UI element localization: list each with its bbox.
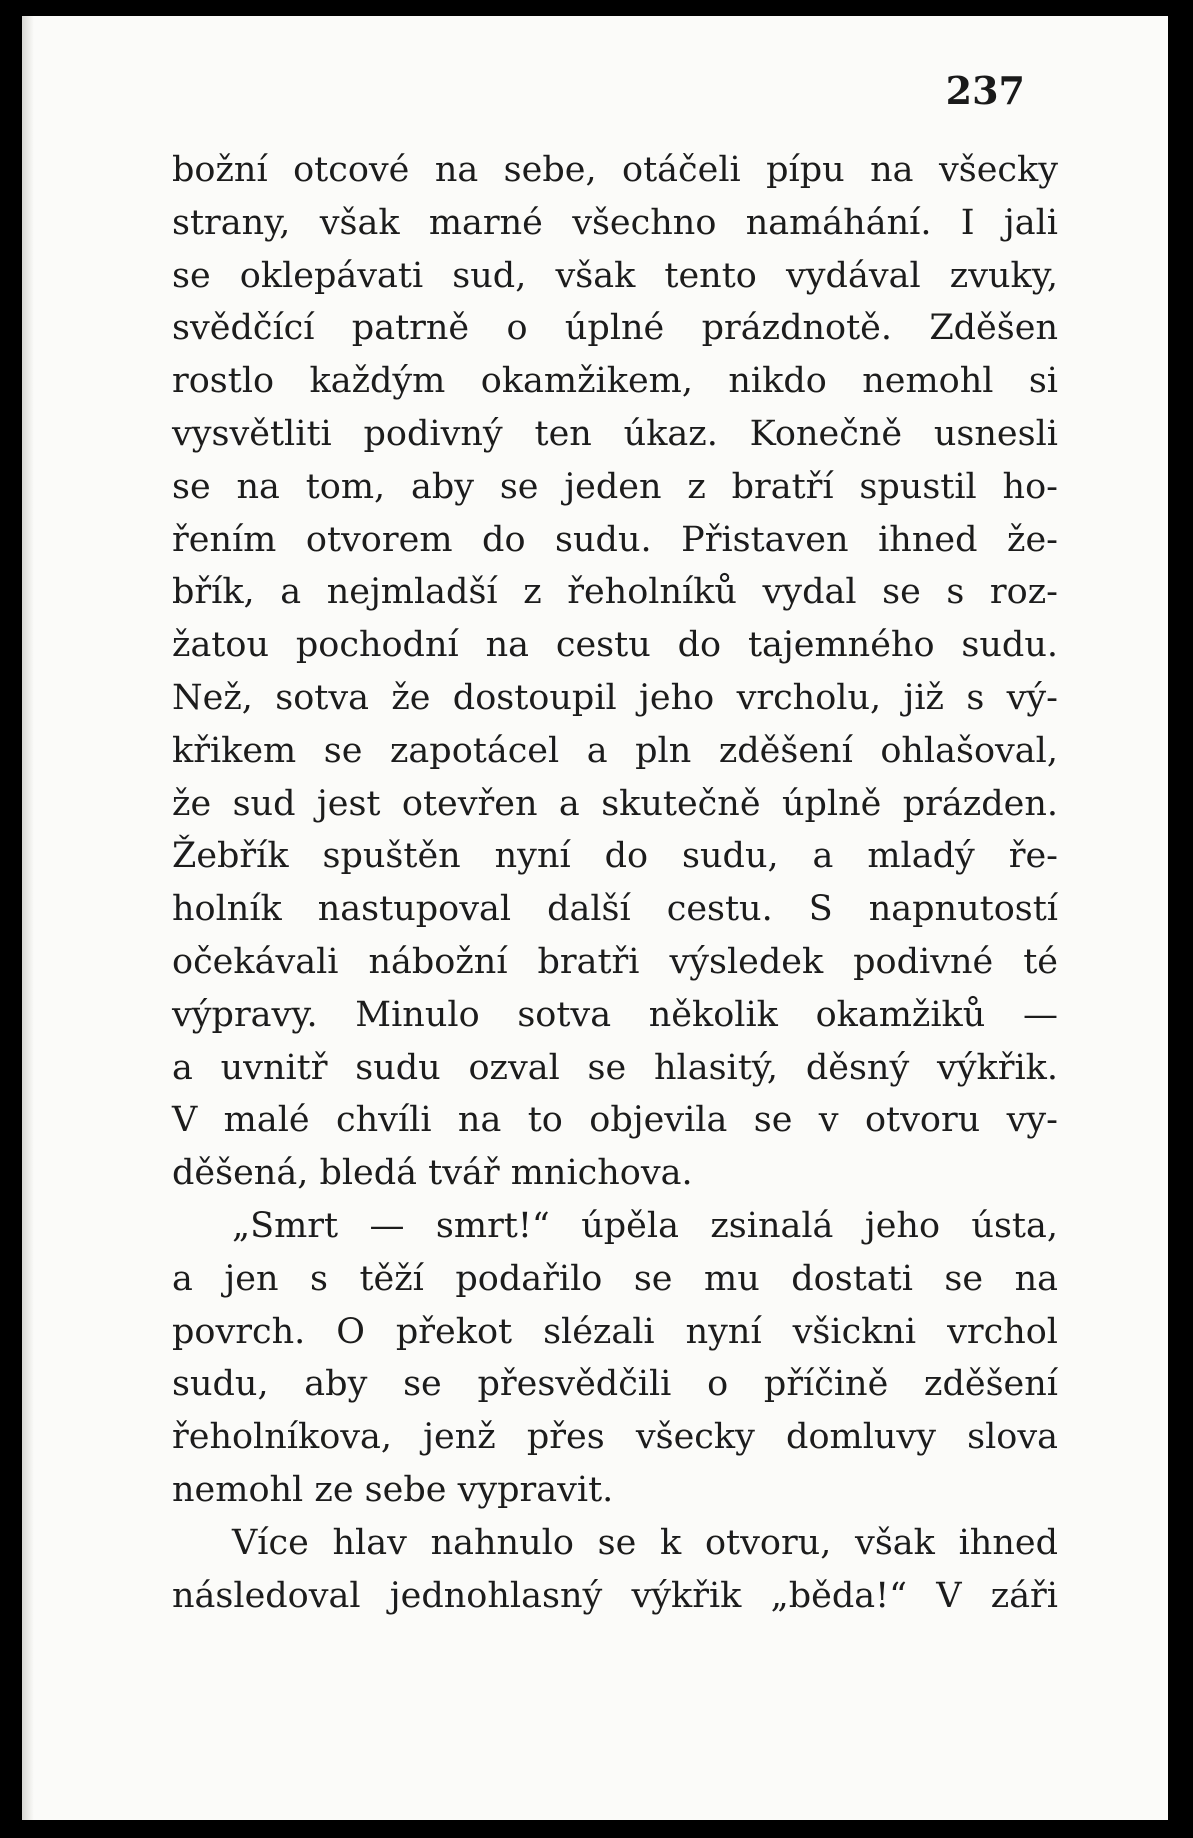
text-line: řením otvorem do sudu. Přistaven ihned že- <box>172 519 1058 560</box>
text-line: strany, však marné všechno namáhání. I jali <box>172 202 1058 243</box>
text-line: božní otcové na sebe, otáčeli pípu na všecky <box>172 150 1058 190</box>
text-line: Žebřík spuštěn nyní do sudu, a mladý ře- <box>172 836 1058 877</box>
text-line: výpravy. Minulo sotva několik okamžiků — <box>172 994 1058 1035</box>
text-line: očekávali nábožní bratři výsledek podivné té <box>172 941 1058 982</box>
text-line: rostlo každým okamžikem, nikdo nemohl si <box>172 361 1058 402</box>
text-line: Než, sotva že dostoupil jeho vrcholu, již s vý- <box>172 677 1058 718</box>
text-line: břík, a nejmladší z řeholníků vydal se s roz- <box>172 572 1058 613</box>
text-line: žatou pochodní na cestu do tajemného sudu. <box>172 625 1058 666</box>
text-line: V malé chvíli na to objevila se v otvoru vy- <box>172 1100 1058 1141</box>
page-edge-shadow <box>22 16 34 1820</box>
text-line: děšená, bledá tvář mnichova. <box>172 1153 693 1194</box>
text-line: a jen s těží podařilo se mu dostati se na <box>172 1258 1058 1299</box>
text-line: křikem se zapotácel a pln zděšení ohlašoval, <box>172 730 1058 771</box>
text-line: povrch. O překot slézali nyní všickni vrchol <box>172 1311 1058 1352</box>
text-line: Více hlav nahnulo se k otvoru, však ihned <box>232 1522 1058 1563</box>
text-line: následoval jednohlasný výkřik „běda!“ V záři <box>172 1575 1058 1616</box>
text-line: „Smrt — smrt!“ úpěla zsinalá jeho ústa, <box>232 1205 1058 1246</box>
text-line: holník nastupoval další cestu. S napnutostí <box>172 889 1058 930</box>
text-line: sudu, aby se přesvědčili o příčině zděšení <box>172 1364 1058 1405</box>
body-text <box>172 144 1058 1622</box>
text-line: řeholníkova, jenž přes všecky domluvy slova <box>172 1417 1058 1458</box>
text-line: a uvnitř sudu ozval se hlasitý, děsný výkřik. <box>172 1047 1058 1088</box>
text-line: svědčící patrně o úplné prázdnotě. Zděšen <box>172 308 1058 349</box>
text-line: že sud jest otevřen a skutečně úplně prázden. <box>172 783 1058 824</box>
text-line: nemohl ze sebe vypravit. <box>172 1469 614 1510</box>
book-page <box>22 16 1168 1820</box>
text-line: se na tom, aby se jeden z bratří spustil ho- <box>172 466 1058 507</box>
page-number: 237 <box>945 68 1025 113</box>
text-line: se oklepávati sud, však tento vydával zvuky, <box>172 255 1058 296</box>
text-line: vysvětliti podivný ten úkaz. Konečně usnesli <box>172 413 1058 454</box>
